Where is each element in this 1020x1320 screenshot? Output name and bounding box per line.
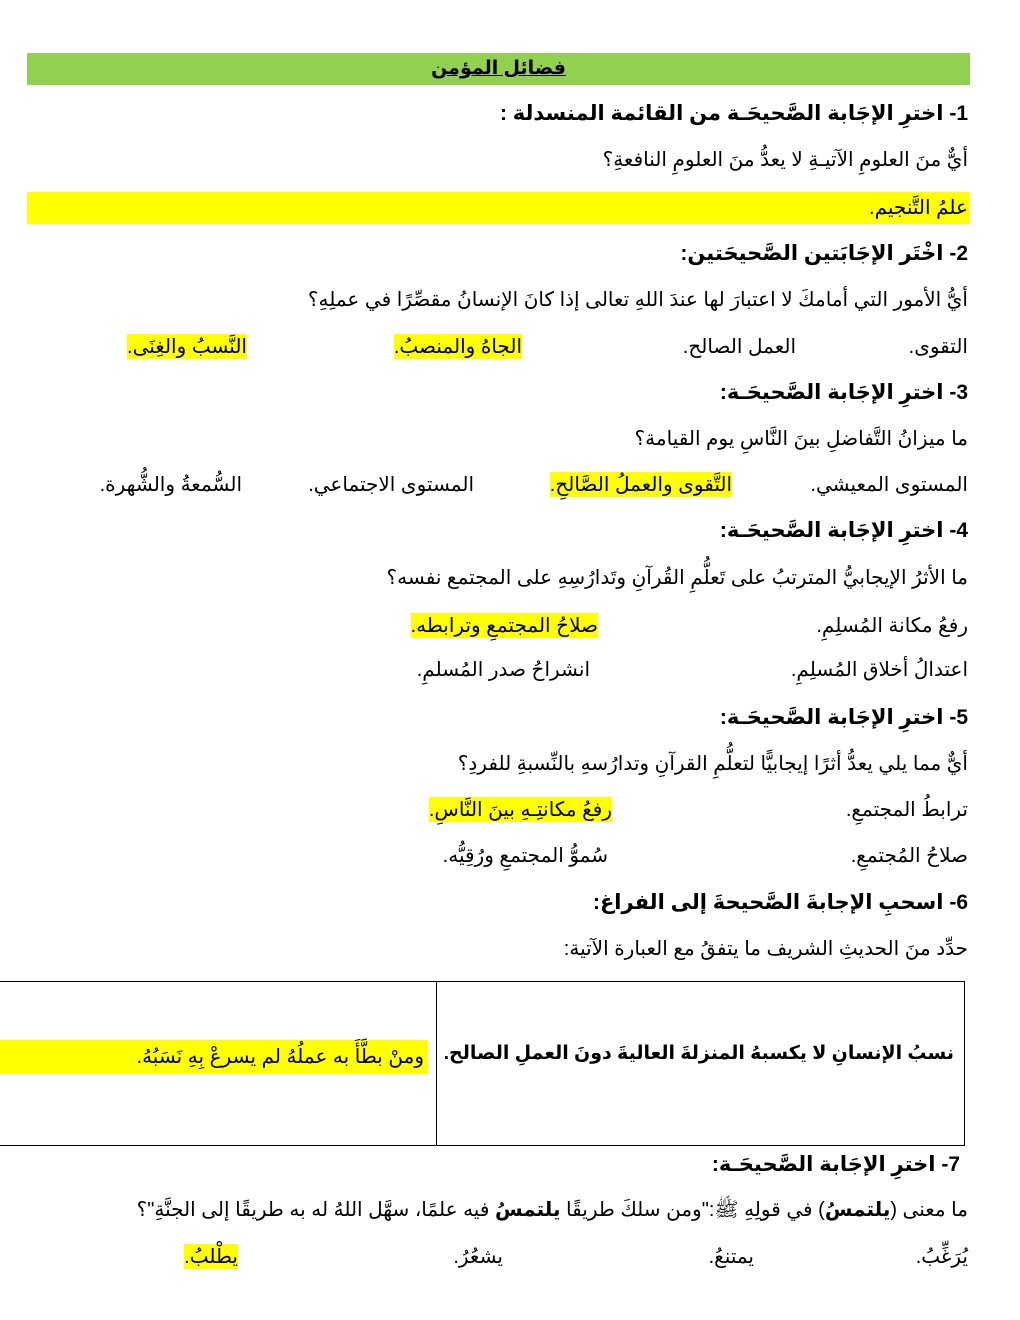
q3-option-4[interactable]: السُّمعةُ والشُّهرة. bbox=[99, 474, 242, 496]
q3-question: ما ميزانُ التَّفاضلِ بينَ النَّاسِ يوم القيامة؟ bbox=[634, 428, 968, 450]
page-title-text: فضائل المؤمن bbox=[431, 58, 566, 79]
q7-option-3[interactable]: يشعُرُ. bbox=[453, 1246, 503, 1268]
q7-option-2[interactable]: يمتنعُ. bbox=[708, 1246, 754, 1268]
q4-heading: 4- اخترِ الإجَابة الصَّحيحَـة: bbox=[719, 519, 968, 542]
q5-question: أيٌّ مما يلي يعدُّ أثرًا إيجابيًّا لتعلُّمِ القرآنِ وتدارُسهِ بالنِّسبةِ للفردِ؟ bbox=[457, 753, 968, 775]
q6-statement: نسبُ الإنسانِ لا يكسبهُ المنزلةَ العاليةَ دونَ العملِ الصالح. bbox=[443, 1043, 954, 1064]
q2-option-4[interactable]: النَّسبُ والغِنَى. bbox=[127, 336, 247, 358]
q4-question: ما الأثرُ الإيجابيُّ المترتبُ على تَعلُّمِ القُرآنِ وتَدارُسِهِ على المجتمع نفسه؟ bbox=[386, 567, 968, 589]
q7-question-prefix: ما معنى ( bbox=[890, 1199, 968, 1221]
q2-option-1[interactable]: التقوى. bbox=[908, 336, 968, 358]
q4-option-1[interactable]: رفعُ مكانة المُسلِمِ. bbox=[816, 615, 968, 637]
q7-question bbox=[137, 1197, 968, 1226]
q7-heading: 7- اخترِ الإجَابة الصَّحيحَـة: bbox=[711, 1153, 960, 1176]
q4-option-4[interactable]: انشراحُ صدر المُسلمِ. bbox=[416, 659, 590, 681]
q3-option-2[interactable]: التَّقوى والعملُ الصَّالحِ. bbox=[549, 474, 732, 496]
q5-option-2[interactable]: رفعُ مكانتِـهِ بينَ النَّاسِ. bbox=[428, 799, 612, 821]
q2-heading: 2- اخْتَر الإجَابَتين الصَّحيحَتين: bbox=[680, 242, 968, 265]
q7-question-word: يلتمسُ bbox=[824, 1199, 891, 1221]
q1-answer-text: علمُ التَّنجيم. bbox=[869, 197, 968, 219]
q7-option-1[interactable]: يُرَغِّبُ. bbox=[915, 1246, 968, 1268]
q3-option-3[interactable]: المستوى الاجتماعي. bbox=[308, 474, 474, 496]
q5-heading: 5- اخترِ الإجَابة الصَّحيحَـة: bbox=[719, 706, 968, 729]
q4-option-3[interactable]: اعتدالُ أخلاق المُسلِمِ. bbox=[790, 659, 968, 681]
page-title bbox=[27, 53, 970, 85]
q6-heading: 6- اسحبِ الإجابةَ الصَّحيحةَ إلى الفراغ: bbox=[592, 891, 968, 914]
q3-heading: 3- اخترِ الإجَابة الصَّحيحَـة: bbox=[719, 381, 968, 404]
q1-question: أيٌّ منَ العلومِ الآتيـةِ لا يعدُّ منَ العلومِ النافعةِ؟ bbox=[602, 149, 968, 171]
q5-option-1[interactable]: ترابطُ المجتمعِ. bbox=[845, 799, 968, 821]
q5-option-3[interactable]: صلاحُ المُجتمعِ. bbox=[850, 845, 968, 867]
q1-answer-dropdown[interactable] bbox=[27, 192, 970, 224]
q2-option-2[interactable]: العمل الصالح. bbox=[682, 336, 796, 358]
q7-option-4[interactable]: يطْلبُ. bbox=[184, 1246, 238, 1268]
q4-option-2[interactable]: صلاحُ المجتمعِ وترابطه. bbox=[410, 615, 598, 637]
q3-option-1[interactable]: المستوى المعيشي. bbox=[810, 474, 968, 496]
q6-table-divider bbox=[436, 981, 437, 1146]
q7-question-word-2: يلتمسُ bbox=[494, 1199, 561, 1221]
q6-question: حدِّد منَ الحديثِ الشريف ما يتفقُ مع العبارة الآتية: bbox=[563, 938, 968, 960]
q7-question-mid: ) في قولِهِ ﷺ:"ومن سلكَ طريقًا bbox=[560, 1199, 825, 1221]
q1-heading: 1- اخترِ الإجَابة الصَّحيحَـة من القائمة المنسدلة : bbox=[499, 102, 968, 125]
q5-option-4[interactable]: سُموُّ المجتمعِ ورُقِيُّه. bbox=[442, 845, 608, 867]
q7-question-suffix: فيه علمًا، سهَّل اللهُ له به طريقًا إلى الجنَّةِ"؟ bbox=[136, 1199, 495, 1221]
q6-drop-target[interactable] bbox=[0, 1040, 428, 1074]
q2-question: أيُّ الأمور التي أمامكَ لا اعتبارَ لها عندَ اللهِ تعالى إذا كانَ الإنسانُ مقصِّرًا في عملِهِ؟ bbox=[307, 289, 968, 311]
q2-option-3[interactable]: الجاهُ والمنصبُ. bbox=[393, 336, 522, 358]
q6-answer-text: ومنْ بطَّأَ به عملُهُ لم يسرعْ بِهِ نَسَبُهُ. bbox=[136, 1046, 424, 1068]
